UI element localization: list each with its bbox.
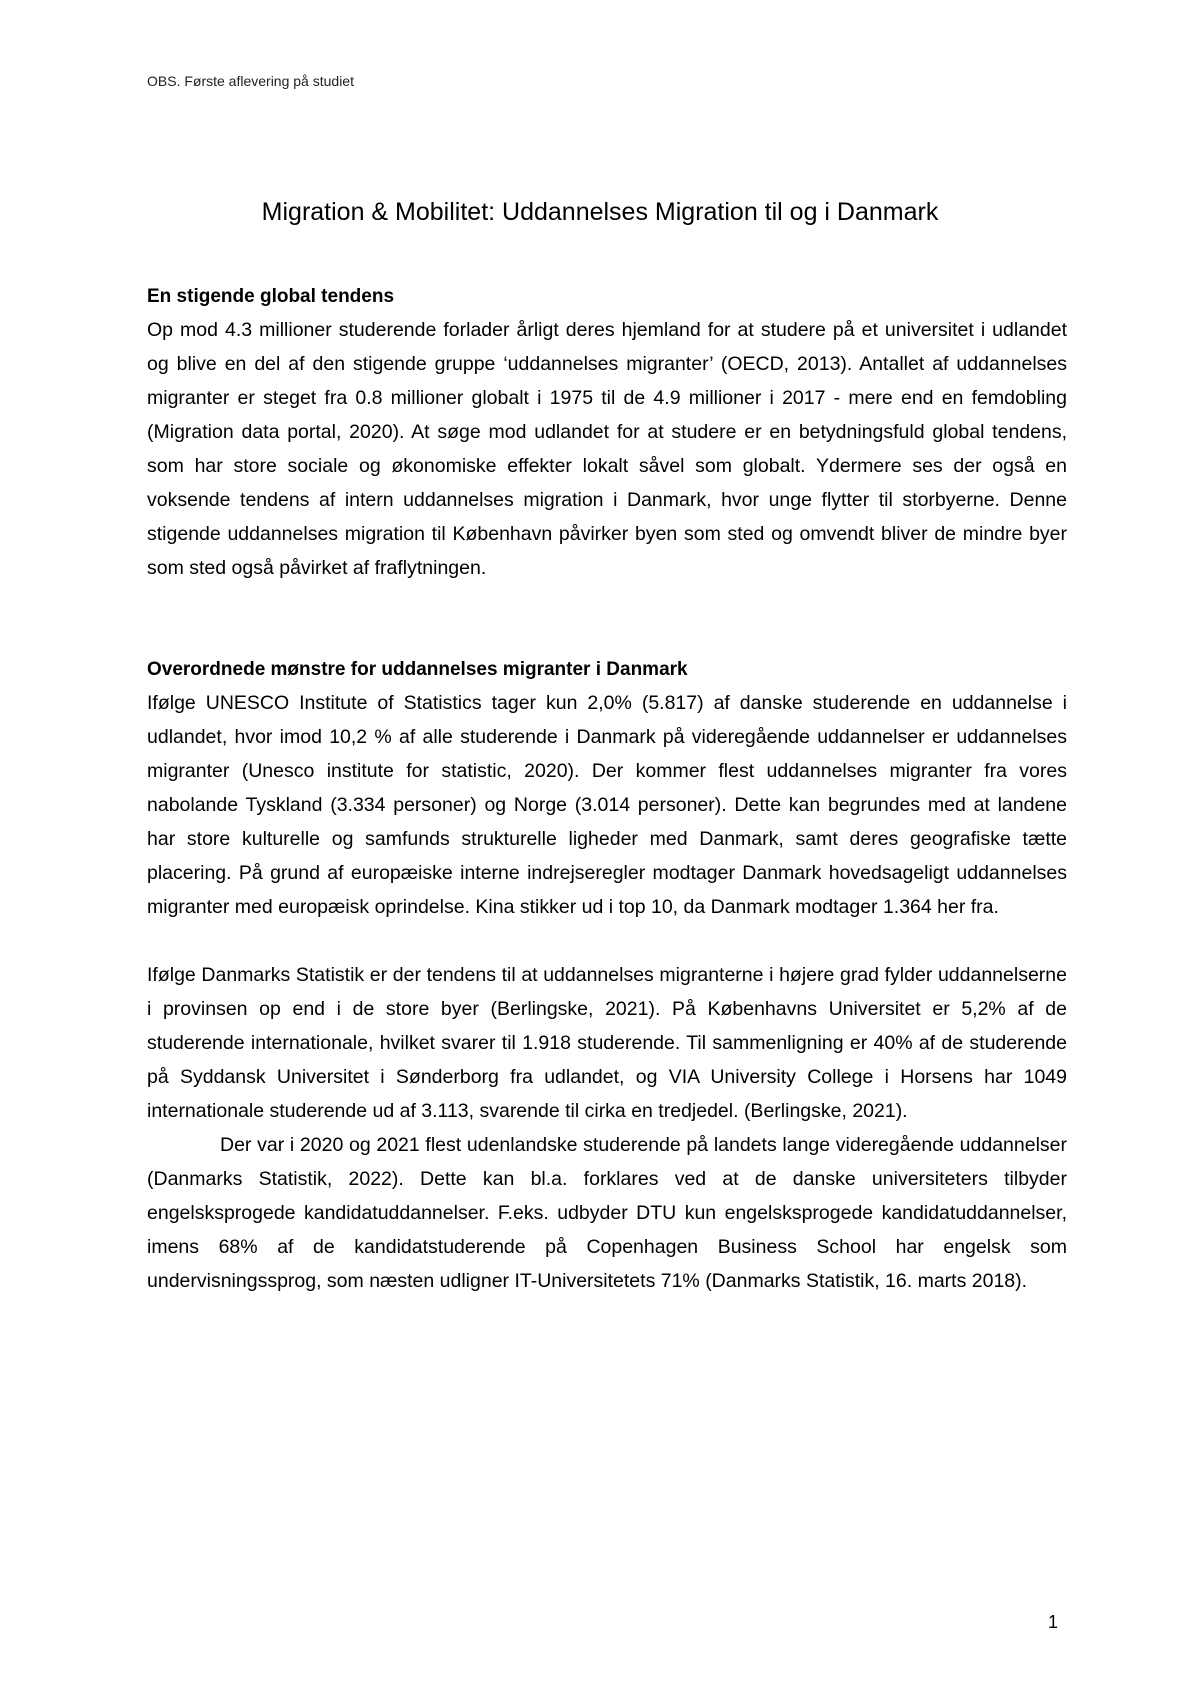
header-note: OBS. Første aflevering på studiet <box>147 73 354 89</box>
section-heading: Overordnede mønstre for uddannelses migranter i Danmark <box>147 659 688 680</box>
body-paragraph: Der var i 2020 og 2021 flest udenlandske studerende på landets lange videregående uddannelser (Danmarks Statistik, 2022). Dette kan bl.a. forklares ved at de danske universiteters tilbyder engelsksprogede kandidatuddannelser. F.eks. udbyder DTU kun engelsksprogede kandidatuddannelser, imens 68% af de kandidatstuderende på Copenhagen Business School har engelsk som undervisningssprog, som næsten udligner IT-Universitetets 71% (Danmarks Statistik, 16. marts 2018). <box>147 1134 1067 1292</box>
document-title: Migration & Mobilitet: Uddannelses Migration til og i Danmark <box>261 198 939 226</box>
body-paragraph: Ifølge UNESCO Institute of Statistics tager kun 2,0% (5.817) af danske studerende en uddannelse i udlandet, hvor imod 10,2 % af alle studerende i Danmark på videregående uddannelser er uddannelses migranter (Unesco institute for statistic, 2020). Der kommer flest uddannelses migranter fra vores nabolande Tyskland (3.334 personer) og Norge (3.014 personer). Dette kan begrundes med at landene har store kulturelle og samfunds strukturelle ligheder med Danmark, samt deres geografiske tætte placering. På grund af europæiske interne indrejseregler modtager Danmark hovedsageligt uddannelses migranter med europæisk oprindelse. Kina stikker ud i top 10, da Danmark modtager 1.364 her fra. <box>147 692 1067 918</box>
body-paragraph: Op mod 4.3 millioner studerende forlader årligt deres hjemland for at studere på et universitet i udlandet og blive en del af den stigende gruppe ‘uddannelses migranter’ (OECD, 2013). Antallet af uddannelses migranter er steget fra 0.8 millioner globalt i 1975 til de 4.9 millioner i 2017 - mere end en femdobling (Migration data portal, 2020). At søge mod udlandet for at studere er en betydningsfuld global tendens, som har store sociale og økonomiske effekter lokalt såvel som globalt. Ydermere ses der også en voksende tendens af intern uddannelses migration i Danmark, hvor unge flytter til storbyerne. Denne stigende uddannelses migration til København påvirker byen som sted og omvendt bliver de mindre byer som sted også påvirket af fraflytningen. <box>147 319 1067 579</box>
section-heading: En stigende global tendens <box>147 286 395 307</box>
section-global-trend <box>147 280 1067 585</box>
page-number: 1 <box>1048 1612 1059 1632</box>
section-overall-patterns <box>147 653 1067 1298</box>
body-paragraph: Ifølge Danmarks Statistik er der tendens til at uddannelses migranterne i højere grad fylder uddannelserne i provinsen op end i de store byer (Berlingske, 2021). På Københavns Universitet er 5,2% af de studerende internationale, hvilket svarer til 1.918 studerende. Til sammenligning er 40% af de studerende på Syddansk Universitet i Sønderborg fra udlandet, og VIA University College i Horsens har 1049 internationale studerende ud af 3.113, svarende til cirka en tredjedel. (Berlingske, 2021). <box>147 964 1067 1122</box>
